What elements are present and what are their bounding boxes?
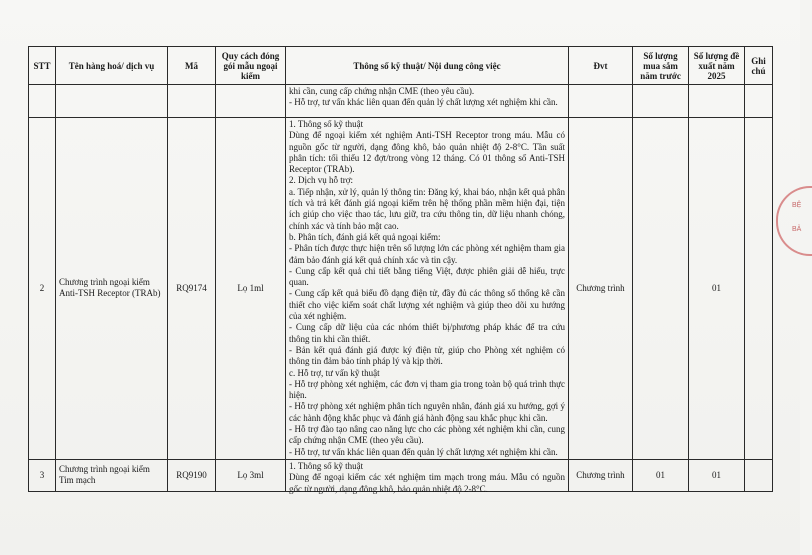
header-qty-prev: Số lượng mua sắm năm trước <box>633 47 689 85</box>
spec-line: - Cung cấp kết quả chi tiết bằng tiếng Việt, được phiên giải dễ hiểu, trực quan. <box>289 265 565 288</box>
spec-line: c. Hỗ trợ, tư vấn kỹ thuật <box>289 367 380 378</box>
spec-line: khi cần, cung cấp chứng nhận CME (theo yêu cầu). <box>289 86 475 96</box>
header-unit: Đvt <box>569 47 633 85</box>
spec-line: - Hỗ trợ phòng xét nghiệm phân tích nguyên nhân, đánh giá xu hướng, gợi ý các hành động khắc phục và đánh giá hành động sau khắc phục khi cần. <box>289 401 565 423</box>
row3-name: Chương trình ngoại kiểm Tim mạch <box>56 459 168 491</box>
procurement-table <box>28 46 773 492</box>
row3-qty-prev: 01 <box>633 459 689 491</box>
spec-line: 1. Thông số kỹ thuật <box>289 119 364 129</box>
header-spec: Thông số kỹ thuật/ Nội dung công việc <box>286 47 569 85</box>
row2-spec <box>286 118 569 460</box>
table-row-continued <box>29 85 773 118</box>
spec-line: - Hỗ trợ, tư vấn khác liên quan đến quản lý chất lượng xét nghiệm khi cần. <box>289 97 558 108</box>
spec-line: - Cung cấp dữ liệu của các nhóm thiết bị/phương pháp khác để tra cứu thông tin khi cần thiết. <box>289 322 565 344</box>
spec-line: Dùng để ngoại kiểm các xét nghiệm tim mạch trong máu. Mẫu có nguồn gốc từ người, dạng đông khô, bảo quản nhiệt độ 2-8°C. <box>289 472 565 494</box>
row3-stt: 3 <box>29 459 56 491</box>
spec-cell-continued <box>286 85 569 118</box>
row2-unit: Chương trình <box>569 118 633 460</box>
row2-name: Chương trình ngoại kiểm Anti-TSH Receptor (TRAb) <box>56 118 168 460</box>
spec-line: - Bản kết quả đánh giá được ký điện tử, giúp cho Phòng xét nghiệm có thông tin đảm bảo tính pháp lý và kịp thời. <box>289 344 565 367</box>
header-qty-2025: Số lượng đề xuất năm 2025 <box>689 47 745 85</box>
spec-line: a. Tiếp nhận, xử lý, quản lý thông tin: Đăng ký, khai báo, nhận kết quả phân tích và trả kết đánh giá ngoại kiểm trên hệ thống phần mềm hiện đại, tiện ích giúp cho việc thao tác, lưu giữ, tra cứu thông tin, dữ liệu nhanh chóng, chính xác và tính bảo mật cao. <box>289 186 565 231</box>
row3-pack: Lọ 3ml <box>216 459 286 491</box>
spec-line: 1. Thông số kỹ thuật <box>289 460 364 471</box>
spec-line: - Hỗ trợ phòng xét nghiệm, các đơn vị tham gia trong toàn bộ quá trình thực hiện. <box>289 378 565 401</box>
spec-line: - Hỗ trợ đào tạo nâng cao năng lực cho các phòng xét nghiệm khi cần, cung cấp chứng nhận CME (theo yêu cầu). <box>289 424 565 446</box>
row2-note <box>745 118 773 460</box>
row3-spec <box>286 459 569 494</box>
row2-pack: Lọ 1ml <box>216 118 286 460</box>
spec-line: b. Phân tích, đánh giá kết quả ngoại kiểm: <box>289 231 441 242</box>
header-stt: STT <box>29 47 56 85</box>
row3-code: RQ9190 <box>168 459 216 491</box>
table-header-row <box>29 47 773 85</box>
spec-line: - Hỗ trợ, tư vấn khác liên quan đến quản lý chất lượng xét nghiệm khi cần. <box>289 446 558 457</box>
spec-line: 2. Dịch vụ hỗ trợ: <box>289 175 354 186</box>
header-code: Mã <box>168 47 216 85</box>
header-pack: Quy cách đóng gói mẫu ngoại kiểm <box>216 47 286 85</box>
row2-stt: 2 <box>29 118 56 460</box>
spec-line: - Phân tích được thực hiện trên số lượng lớn các phòng xét nghiệm tham gia đảm bảo đánh giá kết quả chính xác và tin cậy. <box>289 243 565 265</box>
row3-unit: Chương trình <box>569 459 633 491</box>
table-row-2 <box>29 118 773 460</box>
header-note: Ghi chú <box>745 47 773 85</box>
spec-line: Dùng để ngoại kiểm xét nghiệm Anti-TSH Receptor trong máu. Mẫu có nguồn gốc từ người, dạng đông khô, bảo quản nhiệt độ 2-8°C. Tần suất phân tích: tối thiểu 12 đợt/trong vòng 12 tháng. Có 01 thông số Anti-TSH Receptor (TRAb). <box>289 130 565 175</box>
header-name: Tên hàng hoá/ dịch vụ <box>56 47 168 85</box>
red-seal-stamp <box>776 186 812 256</box>
row3-qty-2025: 01 <box>689 459 745 491</box>
row2-qty-prev <box>633 118 689 460</box>
row3-note <box>745 459 773 491</box>
stamp-text-bottom: BẢ <box>792 226 802 233</box>
row2-qty-2025: 01 <box>689 118 745 460</box>
spec-line: - Cung cấp kết quả biểu đồ dạng điện tử, đầy đủ các thông số thống kê cần thiết cho việc kiểm soát chất lượng xét nghiệm và giúp theo dõi xu hướng của xét nghiệm. <box>289 288 565 322</box>
table-row-3 <box>29 459 773 491</box>
row2-code: RQ9174 <box>168 118 216 460</box>
stamp-text-top: BỆ <box>792 202 802 209</box>
